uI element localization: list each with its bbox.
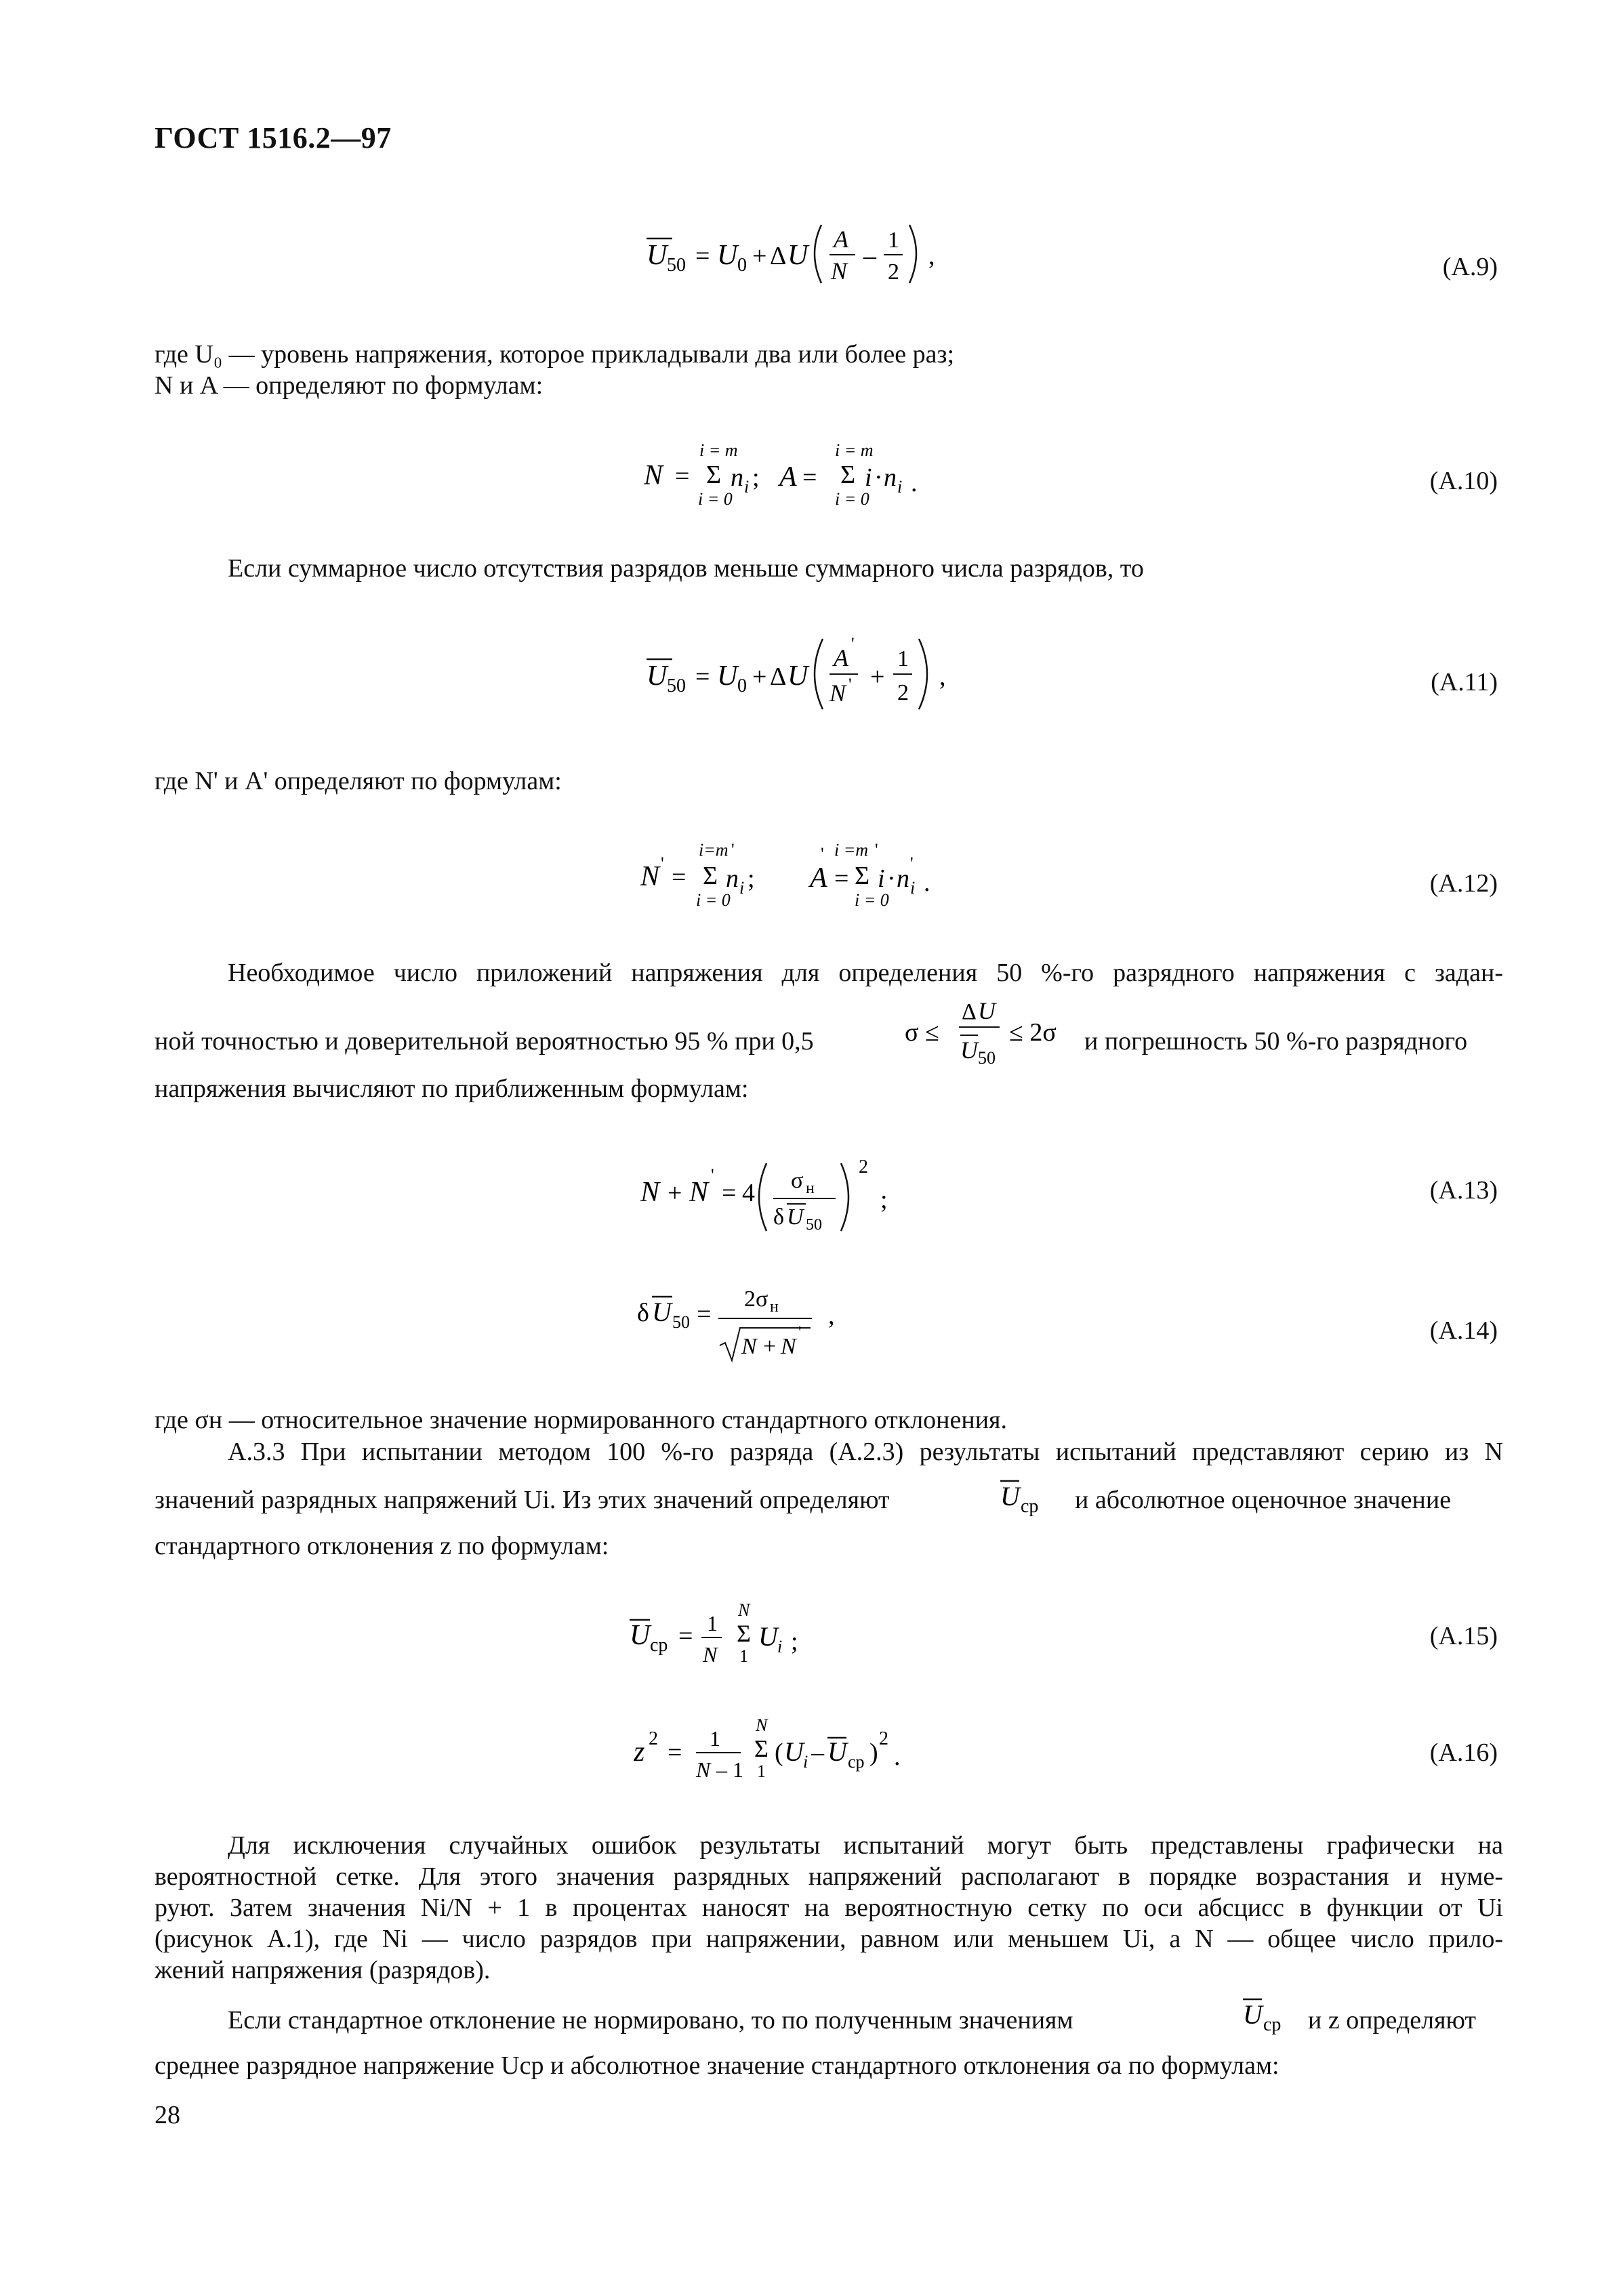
svg-text:Σ: Σ xyxy=(706,461,722,489)
svg-text:,: , xyxy=(939,663,946,691)
text-ifstd-2: среднее разрядное напряжение Uср и абсолютное значение стандартного отклонения σа по формулам: xyxy=(155,2051,1279,2080)
svg-text:Δ: Δ xyxy=(962,999,977,1024)
svg-text:N: N xyxy=(703,1642,718,1667)
formula-inline-sigma-range xyxy=(905,996,1081,1070)
svg-text:A: A xyxy=(834,644,848,671)
text-n-and-a: N и A — определяют по формулам: xyxy=(155,371,544,400)
svg-text:+: + xyxy=(752,663,767,691)
svg-text:': ' xyxy=(798,1324,802,1341)
svg-text:i = m: i = m xyxy=(699,440,738,460)
equation-number-a14: (A.14) xyxy=(1429,1316,1498,1345)
text-where-nprime: где N' и A' определяют по формулам: xyxy=(155,767,562,795)
svg-text:i = 0: i = 0 xyxy=(698,489,733,509)
svg-text:=: = xyxy=(695,242,710,270)
svg-text:σ: σ xyxy=(791,1168,804,1193)
svg-text:н: н xyxy=(806,1180,815,1197)
text-required-1: Необходимое число приложений напряжения для определения 50 %-го разрядного напряжения с задан- xyxy=(228,959,1503,987)
svg-text:2: 2 xyxy=(879,1728,888,1749)
svg-text:N: N xyxy=(738,1600,750,1620)
svg-text:,: , xyxy=(828,1301,835,1330)
formula-a16 xyxy=(634,1711,945,1792)
svg-text:U: U xyxy=(960,1037,978,1064)
equation-number-a9: (A.9) xyxy=(1442,253,1498,281)
svg-text:ср: ср xyxy=(1021,1496,1039,1517)
svg-text:': ' xyxy=(848,675,852,694)
svg-text:=: = xyxy=(672,863,687,892)
svg-text:U: U xyxy=(784,1736,804,1767)
svg-text:': ' xyxy=(851,634,855,654)
svg-text:N: N xyxy=(640,1177,660,1208)
svg-text:i = m: i = m xyxy=(835,440,874,460)
svg-text:U: U xyxy=(717,661,738,692)
svg-text:U: U xyxy=(647,240,668,271)
svg-text:=: = xyxy=(722,1179,737,1207)
svg-text:–: – xyxy=(811,1738,824,1767)
svg-text:N: N xyxy=(644,460,663,491)
svg-text:i: i xyxy=(865,463,872,492)
svg-text:N: N xyxy=(696,1757,711,1782)
svg-text:1: 1 xyxy=(897,646,909,671)
svg-text:2σ: 2σ xyxy=(744,1287,769,1312)
text-ifstd-1b: и z определяют xyxy=(1308,2006,1477,2034)
svg-text:U: U xyxy=(1243,1999,1263,2030)
text-excl-3: руют. Затем значения Ni/N + 1 в процентах наносят на вероятностную сетку по оси абсцисс в функции от Ui xyxy=(155,1894,1503,1922)
svg-text:ср: ср xyxy=(650,1635,668,1656)
svg-text:=: = xyxy=(668,1738,682,1767)
svg-text:50: 50 xyxy=(667,675,686,696)
svg-text:+: + xyxy=(763,1334,777,1359)
text-excl-4: (рисунок А.1), где Ni — число разрядов при напряжении, равном или меньшем Ui, а N — общее число прило- xyxy=(155,1925,1503,1953)
equation-number-a11: (A.11) xyxy=(1431,668,1498,696)
svg-text:ср: ср xyxy=(848,1752,865,1772)
svg-text:1: 1 xyxy=(710,1726,720,1751)
svg-text:1: 1 xyxy=(739,1646,748,1666)
svg-text:i: i xyxy=(777,1637,783,1656)
svg-text:;: ; xyxy=(791,1627,798,1656)
svg-text:n: n xyxy=(731,463,743,492)
svg-text:U: U xyxy=(652,1297,672,1327)
svg-text:,: , xyxy=(928,242,935,270)
document-header: ГОСТ 1516.2—97 xyxy=(155,121,392,154)
svg-text:1: 1 xyxy=(707,1611,718,1635)
svg-text:4: 4 xyxy=(742,1179,755,1207)
svg-text:U: U xyxy=(787,1205,804,1230)
svg-text:·: · xyxy=(887,864,896,893)
svg-text:;: ; xyxy=(752,463,760,492)
svg-text:.: . xyxy=(894,1742,901,1771)
svg-text:σ ≤: σ ≤ xyxy=(905,1018,939,1047)
svg-text:δ: δ xyxy=(637,1299,649,1327)
svg-text:N: N xyxy=(829,680,846,707)
svg-text:U: U xyxy=(1000,1481,1020,1511)
svg-text:50: 50 xyxy=(806,1216,822,1234)
svg-text:;: ; xyxy=(880,1186,888,1214)
svg-text:50: 50 xyxy=(978,1048,996,1068)
svg-text:': ' xyxy=(821,844,824,864)
formula-a9 xyxy=(637,210,949,298)
svg-text:.: . xyxy=(924,869,930,897)
svg-text:50: 50 xyxy=(667,255,686,276)
svg-text:i: i xyxy=(897,477,903,497)
svg-text:Σ: Σ xyxy=(855,862,870,890)
svg-text:i: i xyxy=(739,878,745,898)
svg-text:1: 1 xyxy=(757,1761,766,1781)
svg-text:A: A xyxy=(834,226,848,253)
svg-text:i: i xyxy=(910,878,916,898)
svg-text:z: z xyxy=(634,1736,645,1768)
svg-text:n: n xyxy=(726,864,739,893)
svg-text:=: = xyxy=(802,463,817,492)
svg-text:ср: ср xyxy=(1263,2014,1282,2035)
text-where-u0: где U₀ — уровень напряжения, которое прикладывали два или более раз; xyxy=(155,340,955,369)
svg-text:≤ 2σ: ≤ 2σ xyxy=(1009,1018,1057,1047)
svg-text:+: + xyxy=(870,663,885,691)
svg-text:=: = xyxy=(834,864,849,893)
svg-text:Σ: Σ xyxy=(737,1620,751,1647)
svg-text:2: 2 xyxy=(888,259,899,285)
svg-text:i: i xyxy=(878,864,885,893)
svg-text:': ' xyxy=(875,840,878,860)
svg-text:=: = xyxy=(678,1622,693,1650)
formula-a11 xyxy=(637,627,949,722)
formula-a15 xyxy=(620,1595,837,1677)
svg-text:2: 2 xyxy=(859,1156,868,1177)
svg-text:Δ: Δ xyxy=(770,242,787,270)
svg-text:A: A xyxy=(779,461,797,493)
svg-text:i: i xyxy=(744,477,750,497)
svg-text:Δ: Δ xyxy=(770,663,787,691)
text-a33-1: А.3.3 При испытании методом 100 %-го разряда (А.2.3) результаты испытаний представляют серию из N xyxy=(228,1438,1503,1466)
svg-text:н: н xyxy=(770,1298,779,1316)
text-required-2b: и погрешность 50 %-го разрядного xyxy=(1084,1027,1468,1056)
svg-text:N: N xyxy=(741,1334,757,1359)
svg-text:+: + xyxy=(668,1179,682,1207)
svg-text:i =m: i =m xyxy=(834,840,869,860)
formula-a14 xyxy=(637,1280,867,1369)
svg-text:1: 1 xyxy=(888,228,899,253)
svg-text:δ: δ xyxy=(773,1205,785,1230)
formula-inline-ucp-1 xyxy=(995,1470,1056,1524)
svg-text:N: N xyxy=(689,1177,709,1208)
text-where-sigma: где σн — относительное значение нормированного стандартного отклонения. xyxy=(155,1406,1008,1434)
svg-text:=: = xyxy=(695,663,710,691)
text-excl-2: вероятностной сетке. Для этого значения разрядных напряжений располагают в порядке возрастания и нуме- xyxy=(155,1862,1503,1891)
svg-text:0: 0 xyxy=(737,255,747,276)
formula-inline-ucp-2 xyxy=(1237,1988,1298,2043)
equation-number-a12: (A.12) xyxy=(1429,869,1498,898)
svg-text:(: ( xyxy=(775,1738,783,1767)
text-a33-2b: и абсолютное оценочное значение xyxy=(1075,1486,1452,1514)
svg-text:+: + xyxy=(752,242,767,270)
text-ifstd-1a: Если стандартное отклонение не нормировано, то по полученным значениям xyxy=(228,2006,1073,2034)
text-excl-1: Для исключения случайных ошибок результаты испытаний могут быть представлены графически на xyxy=(228,1831,1503,1860)
svg-text:i = 0: i = 0 xyxy=(855,890,889,910)
svg-text:i = 0: i = 0 xyxy=(835,489,869,509)
svg-text:–: – xyxy=(863,242,876,270)
svg-text:U: U xyxy=(717,240,738,271)
svg-text:': ' xyxy=(711,1165,714,1185)
svg-text:': ' xyxy=(661,854,664,873)
text-a33-2a: значений разрядных напряжений Ui. Из этих значений определяют xyxy=(155,1486,890,1514)
equation-number-a10: (A.10) xyxy=(1429,467,1498,495)
svg-text:N: N xyxy=(640,861,660,892)
svg-text:=: = xyxy=(675,462,690,490)
svg-text:A: A xyxy=(810,862,827,894)
svg-text:N: N xyxy=(781,1334,796,1359)
svg-text:U: U xyxy=(758,1621,778,1652)
equation-number-a13: (A.13) xyxy=(1429,1176,1498,1205)
svg-text:N: N xyxy=(756,1715,768,1735)
svg-text:U: U xyxy=(647,661,668,692)
formula-a10 xyxy=(644,437,956,515)
svg-text:2: 2 xyxy=(649,1728,658,1749)
svg-text:i=m: i=m xyxy=(699,840,729,860)
svg-text:U: U xyxy=(787,240,808,271)
svg-text:2: 2 xyxy=(897,680,909,705)
svg-text:U: U xyxy=(630,1620,651,1651)
text-excl-5: жений напряжения (разрядов). xyxy=(155,1956,491,1984)
svg-text:n: n xyxy=(897,864,909,893)
svg-text:': ' xyxy=(731,840,735,860)
svg-text:U: U xyxy=(787,661,808,692)
svg-text:=: = xyxy=(697,1300,712,1329)
formula-a12 xyxy=(640,837,979,915)
svg-text:50: 50 xyxy=(672,1312,690,1332)
svg-text:i: i xyxy=(803,1752,808,1772)
page-number: 28 xyxy=(155,2101,180,2129)
text-required-3: напряжения вычисляют по приближенным формулам: xyxy=(155,1074,749,1103)
svg-text:': ' xyxy=(910,854,914,873)
svg-text:·: · xyxy=(874,463,883,492)
svg-text:Σ: Σ xyxy=(703,862,718,890)
svg-text:.: . xyxy=(911,469,918,497)
svg-text:– 1: – 1 xyxy=(716,1757,743,1782)
svg-text:0: 0 xyxy=(737,675,747,696)
text-if-sum: Если суммарное число отсутствия разрядов меньше суммарного числа разрядов, то xyxy=(228,554,1144,583)
text-required-2a: ной точностью и доверительной вероятностью 95 % при 0,5 xyxy=(155,1027,814,1056)
svg-text:U: U xyxy=(827,1736,847,1767)
formula-a13 xyxy=(640,1148,898,1236)
equation-number-a15: (A.15) xyxy=(1429,1622,1498,1650)
text-a33-3: стандартного отклонения z по формулам: xyxy=(155,1532,609,1560)
svg-text:Σ: Σ xyxy=(840,461,856,489)
svg-text:Σ: Σ xyxy=(754,1735,769,1762)
equation-number-a16: (A.16) xyxy=(1429,1738,1498,1767)
svg-text:n: n xyxy=(884,463,897,492)
svg-text:): ) xyxy=(869,1738,878,1767)
svg-text:;: ; xyxy=(747,864,755,893)
svg-text:i = 0: i = 0 xyxy=(696,890,731,910)
svg-text:U: U xyxy=(978,997,996,1024)
svg-text:N: N xyxy=(831,257,848,285)
